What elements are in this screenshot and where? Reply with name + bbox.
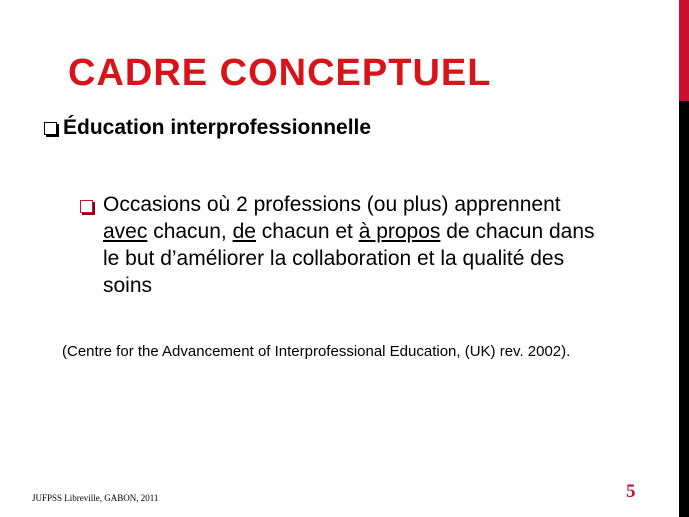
accent-bar-black — [679, 101, 689, 517]
reference-citation: (Centre for the Advancement of Interprofessional Education, (UK) rev. 2002). — [62, 343, 571, 360]
main-bullet-text: Éducation interprofessionnelle — [63, 116, 372, 139]
text-segment: de chacun dans — [440, 220, 595, 243]
slide-title: CADRE CONCEPTUEL — [68, 52, 492, 94]
text-segment: chacun, — [147, 220, 233, 243]
underlined-word-a-propos: à propos — [358, 220, 441, 243]
sub-bullet-line-1: Occasions où 2 professions (ou plus) apprennent — [103, 193, 561, 216]
underlined-word-avec: avec — [103, 220, 148, 243]
checkbox-bullet-icon — [44, 122, 57, 135]
sub-bullet-line-3: le but d’améliorer la collaboration et la qualité des — [103, 247, 565, 270]
underlined-word-de: de — [232, 220, 256, 243]
main-bullet — [44, 116, 371, 140]
page-number: 5 — [626, 481, 636, 502]
sub-bullet — [103, 191, 663, 299]
sub-bullet-line-2 — [103, 218, 663, 245]
sub-bullet-line-4: soins — [103, 274, 153, 297]
checkbox-bullet-icon — [80, 200, 93, 213]
accent-bar-red — [679, 0, 689, 101]
footer-text: JUFPSS Libreville, GABON, 2011 — [32, 493, 159, 503]
text-segment: chacun et — [255, 220, 359, 243]
